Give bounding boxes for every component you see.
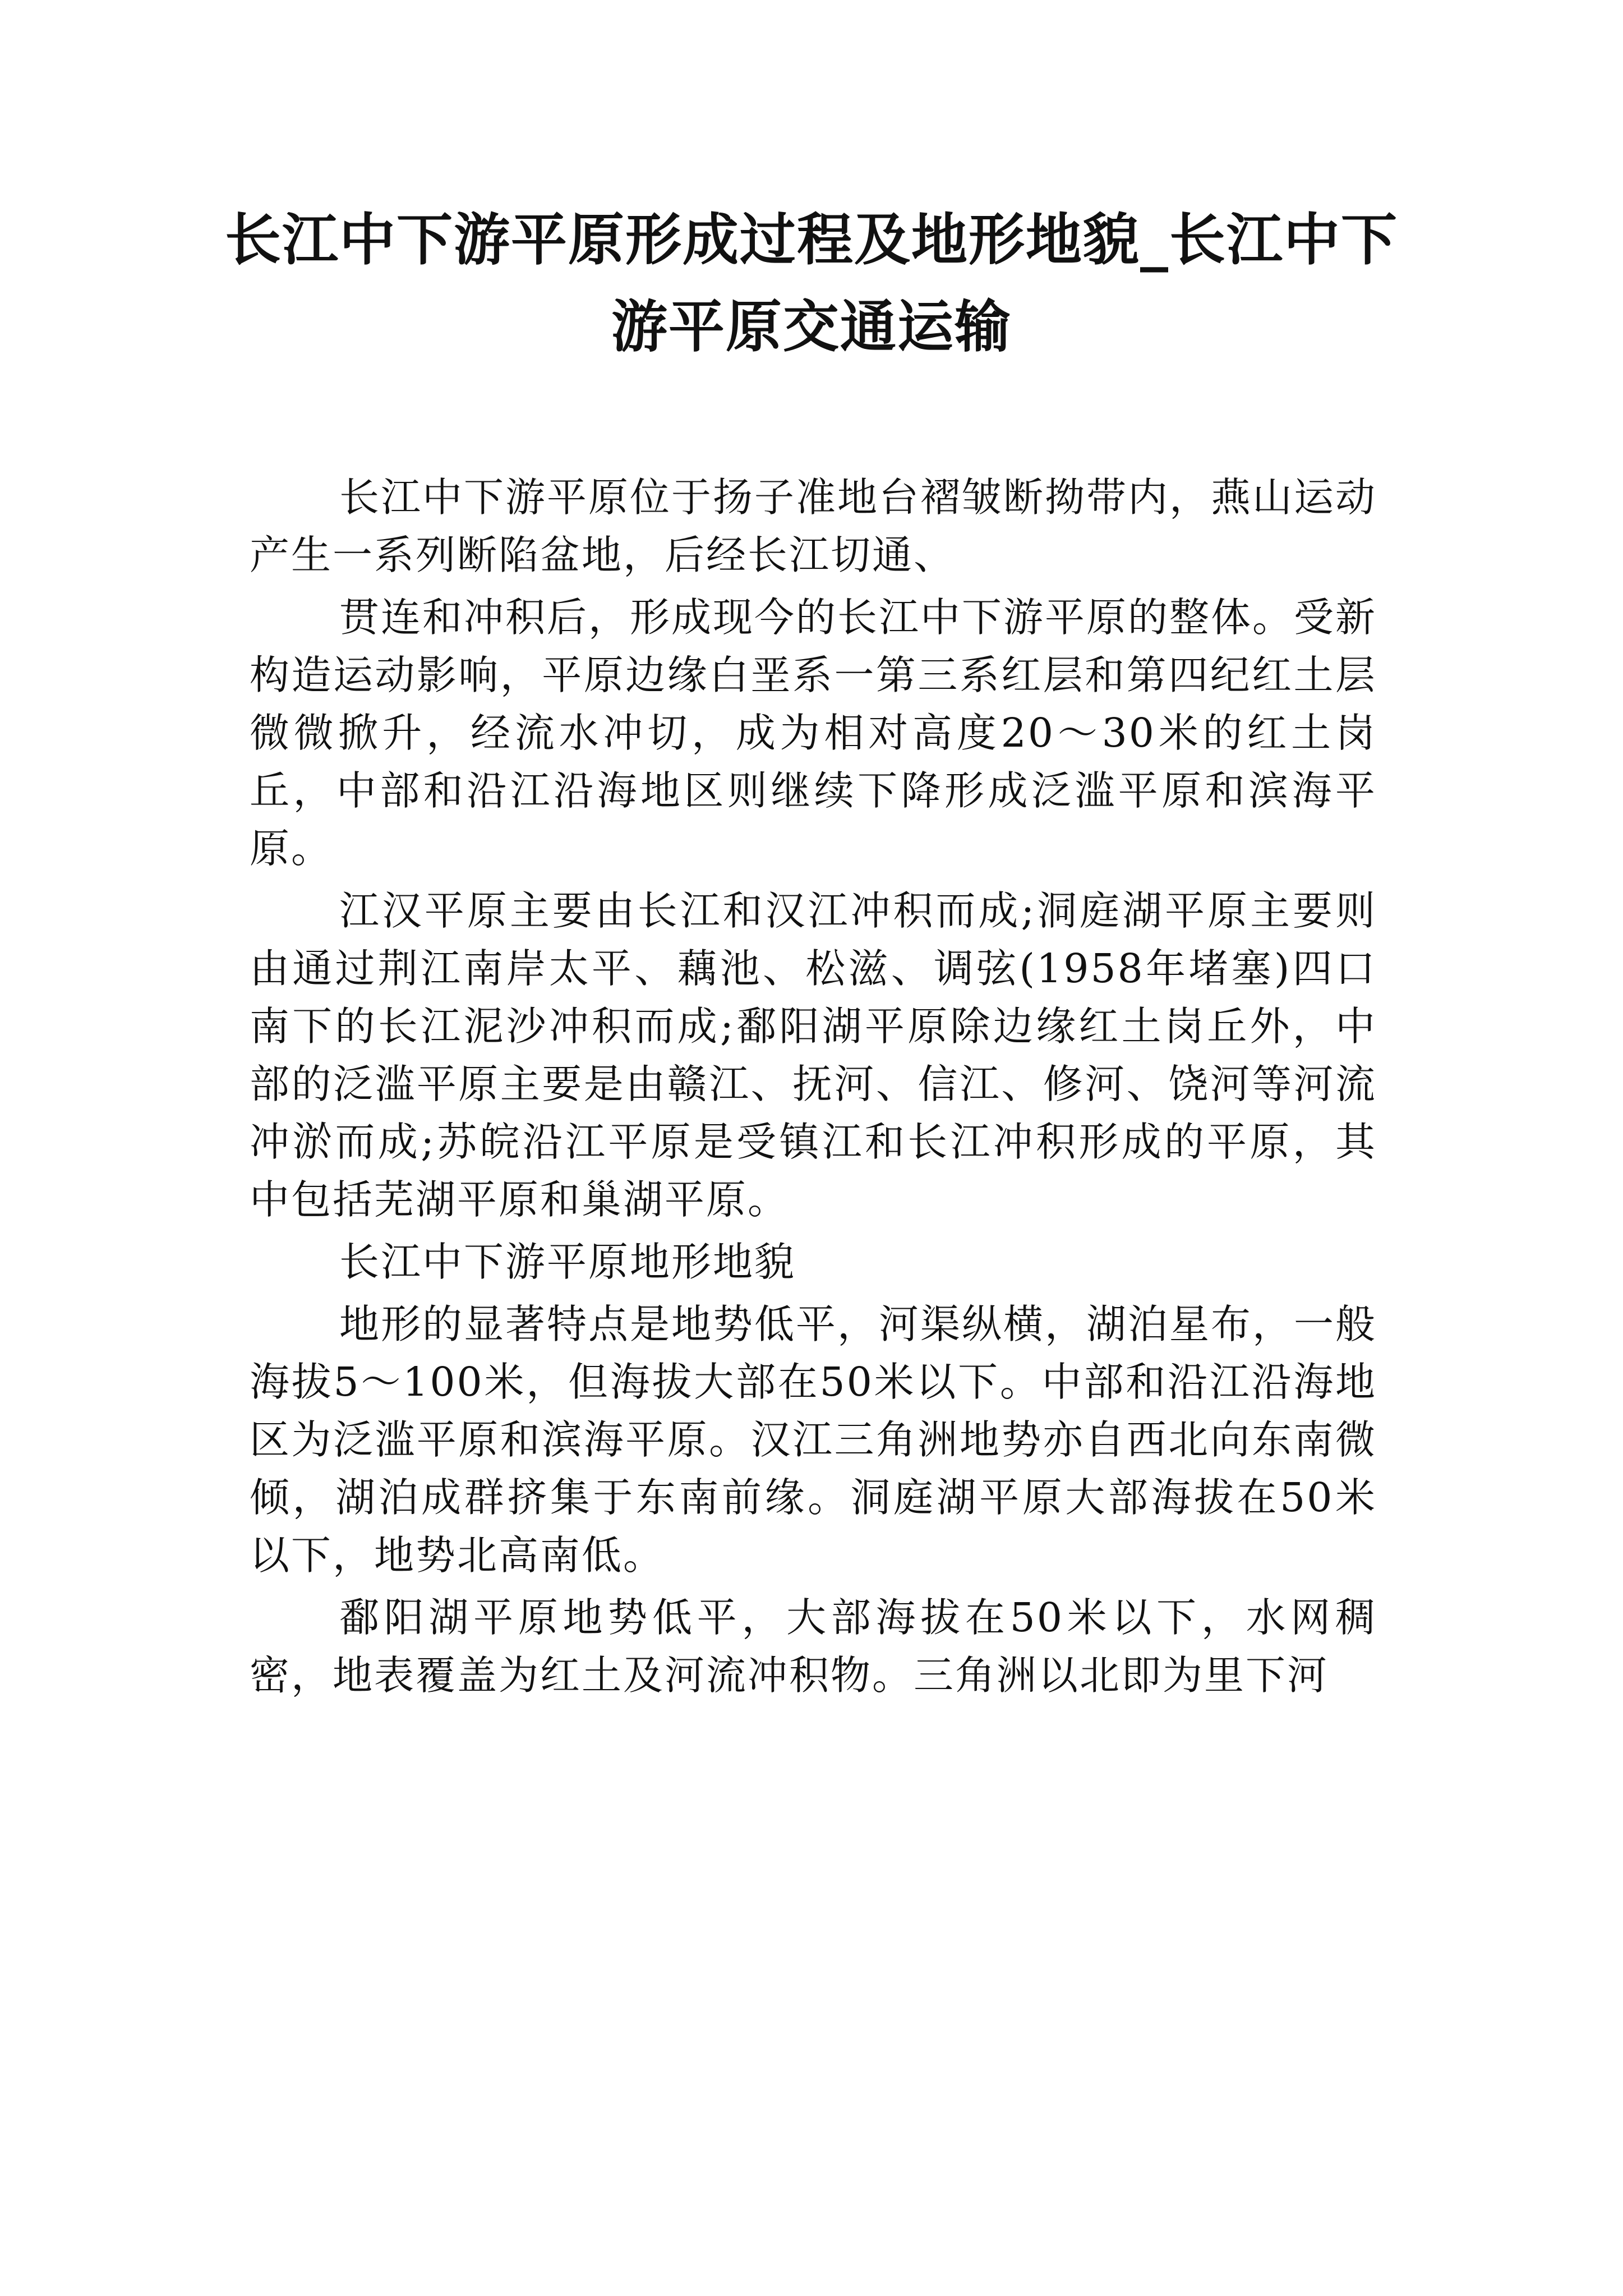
paragraph-3: 江汉平原主要由长江和汉江冲积而成;洞庭湖平原主要则由通过荆江南岸太平、藕池、松滋、调弦(1958年堵塞)四口南下的长江泥沙冲积而成;鄱阳湖平原除边缘红土岗丘外，中部的泛滥平原主要是由赣江、抚河、信江、修河、饶河等河流冲淤而成;苏皖沿江平原是受镇江和长江冲积形成的平原，其中包括芜湖平原和巢湖平原。	[250, 887, 1377, 1223]
section-heading: 长江中下游平原地形地貌	[339, 1239, 796, 1285]
document-body	[250, 468, 1377, 1704]
document-title: 长江中下游平原形成过程及地形地貌_长江中下游平原交通运输	[225, 207, 1398, 360]
paragraph-2: 贯连和冲积后，形成现今的长江中下游平原的整体。受新构造运动影响，平原边缘白垩系一第三系红层和第四纪红土层微微掀升，经流水冲切，成为相对高度20～30米的红土岗丘，中部和沿江沿海地区则继续下降形成泛滥平原和滨海平原。	[250, 594, 1377, 872]
paragraph-4: 地形的显著特点是地势低平，河渠纵横，湖泊星布，一般海拔5～100米，但海拔大部在50米以下。中部和沿江沿海地区为泛滥平原和滨海平原。汉江三角洲地势亦自西北向东南微倾，湖泊成群挤集于东南前缘。洞庭湖平原大部海拔在50米以下，地势北高南低。	[250, 1301, 1377, 1579]
paragraph-1: 长江中下游平原位于扬子准地台褶皱断拗带内，燕山运动产生一系列断陷盆地，后经长江切通、	[250, 474, 1377, 578]
paragraph-5: 鄱阳湖平原地势低平，大部海拔在50米以下，水网稠密，地表覆盖为红土及河流冲积物。三角洲以北即为里下河	[250, 1594, 1377, 1699]
